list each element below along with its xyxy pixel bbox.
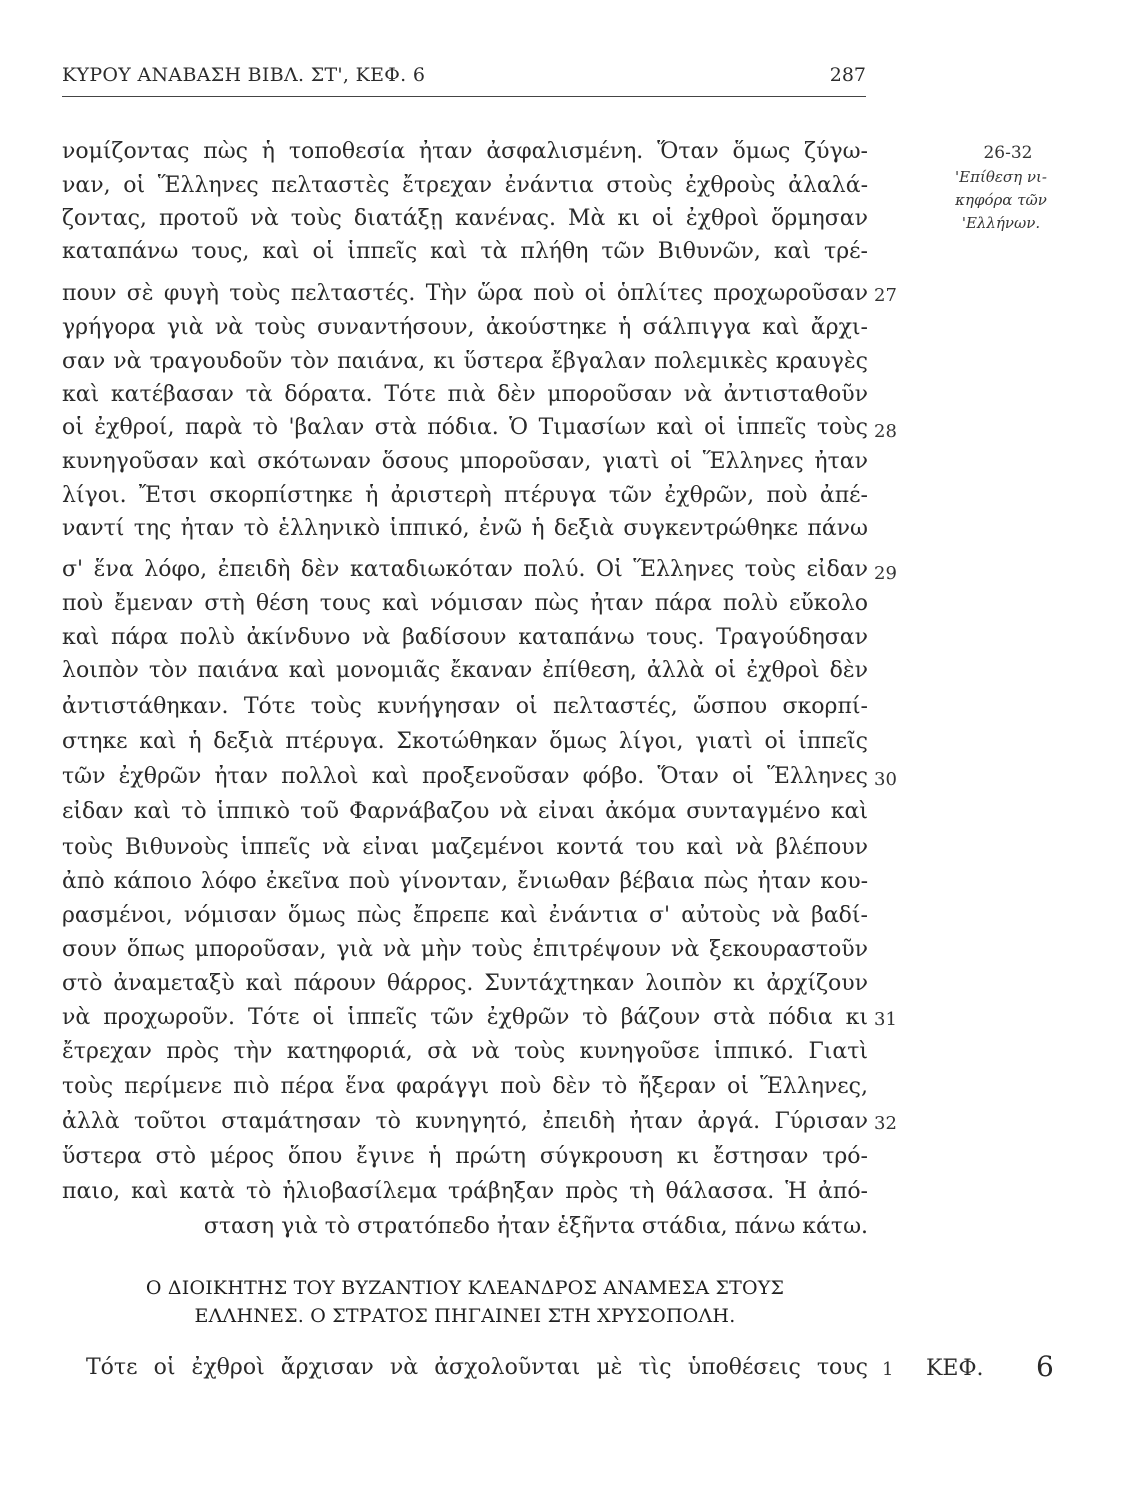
sidenote-line: κηφόρα τῶν — [955, 191, 1047, 209]
running-header-title: ΚΥΡΟΥ ΑΝΑΒΑΣΗ ΒΙΒΛ. ΣΤ', ΚΕΦ. 6 — [62, 64, 426, 86]
body-line: ἀντιστάθηκαν. Τότε τοὺς κυνήγησαν οἱ πελταστές, ὥσπου σκορπί- — [62, 695, 868, 719]
body-line: ἀλλὰ τοῦτοι σταμάτησαν τὸ κυνηγητό, ἐπειδὴ ἦταν ἀργά. Γύρισαν — [62, 1110, 868, 1134]
margin-number: 28 — [874, 421, 897, 442]
body-line: ναντί της ἦταν τὸ ἑλληνικὸ ἱππικό, ἐνῶ ἡ δεξιὰ συγκεντρώθηκε πάνω — [62, 517, 868, 541]
margin-number: 31 — [874, 1009, 897, 1030]
body-line: κυνηγοῦσαν καὶ σκότωναν ὅσους μποροῦσαν, γιατὶ οἱ Ἕλληνες ἦταν — [62, 450, 868, 474]
margin-number: 29 — [874, 563, 897, 584]
body-line: λίγοι. Ἔτσι σκορπίστηκε ἡ ἀριστερὴ πτέρυγα τῶν ἐχθρῶν, ποὺ ἀπέ- — [62, 484, 868, 508]
body-line: καταπάνω τους, καὶ οἱ ἱππεῖς καὶ τὰ πλήθη τῶν Βιθυνῶν, καὶ τρέ- — [62, 240, 868, 264]
body-line: σαν νὰ τραγουδοῦν τὸν παιάνα, κι ὕστερα ἔβγαλαν πολεμικὲς κραυγὲς — [62, 350, 868, 374]
sidenote-line: 'Επίθεση νι- — [955, 168, 1047, 186]
section-heading-line: ΕΛΛΗΝΕΣ. Ο ΣΤΡΑΤΟΣ ΠΗΓΑΙΝΕΙ ΣΤΗ ΧΡΥΣΟΠΟΛΗ. — [194, 1305, 736, 1327]
margin-number: 32 — [874, 1113, 897, 1134]
body-line: οἱ ἐχθροί, παρὰ τὸ 'βαλαν στὰ πόδια. Ὁ Τιμασίων καὶ οἱ ἱππεῖς τοὺς — [62, 416, 868, 440]
margin-number: 1 — [882, 1359, 894, 1380]
margin-number: 30 — [874, 769, 897, 790]
body-line: ποὺ ἔμεναν στὴ θέση τους καὶ νόμισαν πὼς ἦταν πάρα πολὺ εὔκολο — [62, 592, 868, 616]
header-rule — [62, 96, 866, 97]
body-line: γρήγορα γιὰ νὰ τοὺς συναντήσουν, ἀκούστηκε ἡ σάλπιγγα καὶ ἄρχι- — [62, 316, 868, 340]
body-line: παιο, καὶ κατὰ τὸ ἡλιοβασίλεμα τράβηξαν πρὸς τὴ θάλασσα. Ἡ ἀπό- — [62, 1180, 868, 1204]
body-line: νομίζοντας πὼς ἡ τοποθεσία ἦταν ἀσφαλισμένη. Ὅταν ὅμως ζύγω- — [62, 140, 868, 164]
page-number: 287 — [829, 64, 866, 86]
body-line: σουν ὅπως μποροῦσαν, γιὰ νὰ μὴν τοὺς ἐπιτρέψουν νὰ ξεκουραστοῦν — [62, 938, 868, 962]
margin-number: 27 — [874, 285, 897, 306]
sidenote-line: 'Ελλήνων. — [961, 214, 1041, 232]
body-line: τοὺς Βιθυνοὺς ἱππεῖς νὰ εἶναι μαζεμένοι κοντά του καὶ νὰ βλέπουν — [62, 836, 868, 860]
body-line: καὶ πάρα πολὺ ἀκίνδυνο νὰ βαδίσουν καταπάνω τους. Τραγούδησαν — [62, 626, 868, 650]
body-line: στηκε καὶ ἡ δεξιὰ πτέρυγα. Σκοτώθηκαν ὅμως λίγοι, γιατὶ οἱ ἱππεῖς — [62, 730, 868, 754]
chapter-label: ΚΕΦ. — [926, 1356, 984, 1381]
body-line: πουν σὲ φυγὴ τοὺς πελταστές. Τὴν ὥρα ποὺ οἱ ὁπλίτες προχωροῦσαν — [62, 282, 868, 306]
body-line: ἔτρεχαν πρὸς τὴν κατηφοριά, σὰ νὰ τοὺς κυνηγοῦσε ἱππικό. Γιατὶ — [62, 1040, 868, 1064]
body-line: νὰ προχωροῦν. Τότε οἱ ἱππεῖς τῶν ἐχθρῶν τὸ βάζουν στὰ πόδια κι — [62, 1006, 868, 1030]
body-line: στὸ ἀναμεταξὺ καὶ πάρουν θάρρος. Συντάχτηκαν λοιπὸν κι ἀρχίζουν — [62, 972, 868, 996]
body-line: ναν, οἱ Ἕλληνες πελταστὲς ἔτρεχαν ἐνάντια στοὺς ἐχθροὺς ἀλαλά- — [62, 174, 868, 198]
closing-line: Τότε οἱ ἐχθροὶ ἄρχισαν νὰ ἀσχολοῦνται μὲ τὶς ὑποθέσεις τους — [86, 1356, 868, 1380]
body-line: ρασμένοι, νόμισαν ὅμως πὼς ἔπρεπε καὶ ἐνάντια σ' αὐτοὺς νὰ βαδί- — [62, 904, 868, 928]
sidenote-range: 26-32 — [983, 143, 1033, 163]
body-line: καὶ κατέβασαν τὰ δόρατα. Τότε πιὰ δὲν μποροῦσαν νὰ ἀντισταθοῦν — [62, 383, 868, 407]
body-line: σ' ἕνα λόφο, ἐπειδὴ δὲν καταδιωκόταν πολύ. Οἱ Ἕλληνες τοὺς εἶδαν — [62, 558, 868, 582]
body-line: ζοντας, προτοῦ νὰ τοὺς διατάξῃ κανένας. Μὰ κι οἱ ἐχθροὶ ὅρμησαν — [62, 207, 868, 231]
section-heading-line: Ο ΔΙΟΙΚΗΤΗΣ ΤΟΥ ΒΥΖΑΝΤΙΟΥ ΚΛΕΑΝΔΡΟΣ ΑΝΑΜΕΣΑ ΣΤΟΥΣ — [145, 1277, 785, 1299]
body-line: ἀπὸ κάποιο λόφο ἐκεῖνα ποὺ γίνονταν, ἔνιωθαν βέβαια πὼς ἦταν κου- — [62, 870, 868, 894]
body-line: εἶδαν καὶ τὸ ἱππικὸ τοῦ Φαρνάβαζου νὰ εἶναι ἀκόμα συνταγμένο καὶ — [62, 800, 868, 824]
body-line: τῶν ἐχθρῶν ἦταν πολλοὶ καὶ προξενοῦσαν φόβο. Ὅταν οἱ Ἕλληνες — [62, 765, 868, 789]
body-line: τοὺς περίμενε πιὸ πέρα ἕνα φαράγγι ποὺ δὲν τὸ ἤξεραν οἱ Ἕλληνες, — [62, 1075, 868, 1099]
body-line: σταση γιὰ τὸ στρατόπεδο ἦταν ἑξῆντα στάδια, πάνω κάτω. — [203, 1215, 868, 1239]
body-line: ὕστερα στὸ μέρος ὅπου ἔγινε ἡ πρώτη σύγκρουση κι ἔστησαν τρό- — [62, 1145, 868, 1169]
chapter-number: 6 — [1036, 1350, 1054, 1383]
body-line: λοιπὸν τὸν παιάνα καὶ μονομιᾶς ἔκαναν ἐπίθεση, ἀλλὰ οἱ ἐχθροὶ δὲν — [62, 659, 868, 683]
